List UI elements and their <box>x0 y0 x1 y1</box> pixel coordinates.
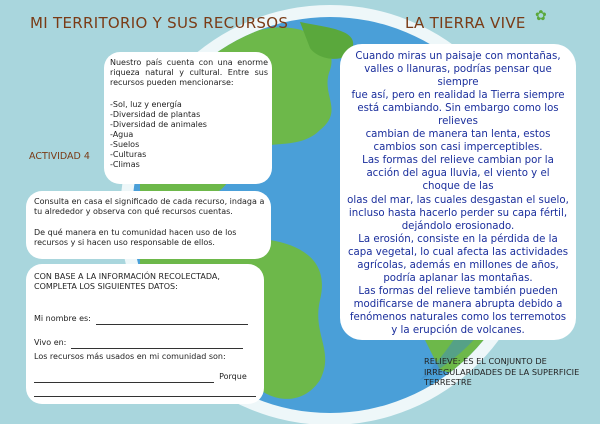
relief-definition: RELIEVE: ES EL CONJUNTO DE IRREGULARIDADES DE LA SUPERFICIE TERRESTRE <box>424 356 580 388</box>
resources-list <box>110 100 268 170</box>
resource-item: -Diversidad de animales <box>110 120 207 129</box>
live-row <box>34 330 259 349</box>
earth-card <box>340 44 576 340</box>
form-card <box>26 264 264 404</box>
earth-line: La erosión, consiste en la pérdida de la capa vegetal, lo cual afecta las actividades agrícolas, además en millones de años, podría aplanar las montañas. <box>347 233 569 284</box>
earth-text <box>347 50 569 337</box>
page-title-left: MI TERRITORIO Y SUS RECURSOS <box>30 14 289 32</box>
leaf-decoration: ✿ <box>535 8 547 24</box>
live-input-line[interactable] <box>71 339 243 349</box>
name-row <box>34 306 259 325</box>
activity-label: ACTIVIDAD 4 <box>29 151 90 162</box>
answer-row <box>34 378 262 397</box>
because-label: Porque <box>219 372 247 381</box>
name-label: Mi nombre es: <box>34 314 91 323</box>
live-label: Vivo en: <box>34 338 67 347</box>
resources-question: Los recursos más usados en mi comunidad son: <box>34 352 226 361</box>
earth-line: cambian de manera tan lenta, estos cambios son casi imperceptibles. <box>365 129 551 154</box>
consult-paragraph-2: De qué manera en tu comunidad hacen uso de los recursos y si hacen uso responsable de ellos. <box>34 228 237 247</box>
resource-item: -Sol, luz y energía <box>110 100 182 109</box>
resource-item: -Culturas <box>110 150 147 159</box>
page-title-right: LA TIERRA VIVE <box>405 14 526 32</box>
earth-line: Las formas del relieve también pueden modificarse de manera abrupta debido a fenómenos naturales como los terremotos y la erupción de volcanes. <box>349 285 567 336</box>
earth-line: fue así, pero en realidad la Tierra siempre está cambiando. Sin embargo como los relieves <box>351 90 565 128</box>
consult-paragraph-1: Consulta en casa el significado de cada recurso, indaga a tu alrededor y observa con qué recursos cuentas. <box>34 197 265 216</box>
resources-intro: Nuestro país cuenta con una enorme riqueza natural y cultural. Entre sus recursos pueden mencionarse: <box>110 58 268 87</box>
form-heading: CON BASE A LA INFORMACIÓN RECOLECTADA, COMPLETA LOS SIGUIENTES DATOS: <box>34 272 220 291</box>
resource-item: -Diversidad de plantas <box>110 110 201 119</box>
earth-line: Las formas del relieve cambian por la acción del agua lluvia, el viento y el choque de las <box>362 155 554 193</box>
earth-line: olas del mar, las cuales desgastan el suelo, incluso hasta hacerlo perder su capa fértil, dejándolo erosionado. <box>347 194 569 232</box>
resource-item: -Agua <box>110 130 134 139</box>
resources-card <box>104 52 272 184</box>
answer-input-line[interactable] <box>34 387 256 397</box>
name-input-line[interactable] <box>96 315 248 325</box>
resource-item: -Suelos <box>110 140 140 149</box>
consult-card <box>26 191 271 259</box>
resource-item: -Climas <box>110 160 140 169</box>
earth-line: Cuando miras un paisaje con montañas, valles o llanuras, podrías pensar que siempre <box>355 51 561 89</box>
